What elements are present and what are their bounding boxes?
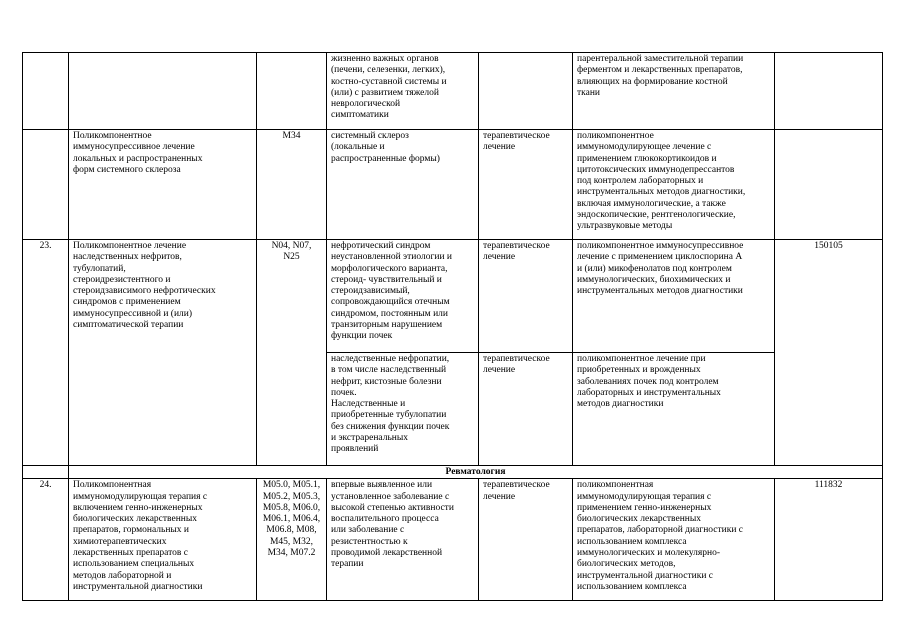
row-number-cell: 23. [23,240,69,466]
patient-model-cell: жизненно важных органов (печени, селезенки, легких), костно-суставной системы и (или) с развитием тяжелой неврологической симптоматики [327,53,479,130]
row-number-cell [23,53,69,130]
section-spacer-cell [23,466,69,479]
treatment-method-cell: поликомпонентное иммуносупрессивное лечение с применением циклоспорина А и (или) микофенолатов под контролем иммунологических, биохимических и инструментальных методов диагностики [573,240,775,353]
treatment-table [22,52,883,601]
section-row [23,466,883,479]
standard-cost-cell: 111832 [775,479,883,601]
standard-cost-cell: 150105 [775,240,883,466]
care-name-cell: Поликомпонентное иммуносупрессивное лечение локальных и распространенных форм системного склероза [69,130,257,240]
care-name-cell: Поликомпонентное лечение наследственных нефритов, тубулопатий, стероидрезистентного и стероидзависимого нефротических синдромов с применением иммуносупрессивной и (или) симптоматической терапии [69,240,257,466]
care-name-cell: Поликомпонентная иммуномодулирующая терапия с включением генно-инженерных биологических лекарственных препаратов, гормональных и химиотерапевтических лекарственных препаратов с использованием специальных методов лабораторной и инструментальной диагностики [69,479,257,601]
row-number-cell: 24. [23,479,69,601]
table-row [23,240,883,353]
table-row [23,479,883,601]
patient-model-cell: впервые выявленное или установленное заболевание с высокой степенью активности воспалительного процесса или заболевание с резистентностью к проводимой лекарственной терапии [327,479,479,601]
treatment-type-cell: терапевтическое лечение [479,353,573,466]
treatment-method-cell: поликомпонентная иммуномодулирующая терапия с применением генно-инженерных биологических лекарственных препаратов, лабораторной диагностики с использованием комплекса иммунологических и молекулярно- биологических методов, инструментальной диагностики с использованием комплекса [573,479,775,601]
treatment-type-cell [479,53,573,130]
table-row [23,130,883,240]
standard-cost-cell [775,130,883,240]
treatment-method-cell: парентеральной заместительной терапии ферментом и лекарственных препаратов, влияющих на формирование костной ткани [573,53,775,130]
patient-model-cell: наследственные нефропатии, в том числе наследственный нефрит, кистозные болезни почек. Наследственные и приобретенные тубулопатии без снижения функции почек и экстраренальных проявлений [327,353,479,466]
icd-codes-cell: M34 [257,130,327,240]
icd-codes-cell [257,53,327,130]
treatment-type-cell: терапевтическое лечение [479,130,573,240]
table-row [23,53,883,130]
row-number-cell [23,130,69,240]
patient-model-cell: нефротический синдром неустановленной этиологии и морфологического варианта, стероид- чувствительный и стероидзависимый, сопровождающийся отечным синдромом, постоянным или транзиторным нарушением функции почек [327,240,479,353]
treatment-method-cell: поликомпонентное лечение при приобретенных и врожденных заболеваниях почек под контролем лабораторных и инструментальных методов диагностики [573,353,775,466]
treatment-type-cell: терапевтическое лечение [479,240,573,353]
icd-codes-cell: N04, N07, N25 [257,240,327,466]
care-name-cell [69,53,257,130]
treatment-type-cell: терапевтическое лечение [479,479,573,601]
treatment-method-cell: поликомпонентное иммуномодулирующее лечение с применением глюкокортикоидов и цитотоксических иммунодепрессантов под контролем лабораторных и инструментальных методов диагностики, включая иммунологические, а также эндоскопические, рентгенологические, ультразвуковые методы [573,130,775,240]
icd-codes-cell: M05.0, M05.1, M05.2, M05.3, M05.8, M06.0, M06.1, M06.4, M06.8, M08, M45, M32, M34, M07.2 [257,479,327,601]
patient-model-cell: системный склероз (локальные и распространенные формы) [327,130,479,240]
standard-cost-cell [775,53,883,130]
section-title: Ревматология [69,466,883,479]
